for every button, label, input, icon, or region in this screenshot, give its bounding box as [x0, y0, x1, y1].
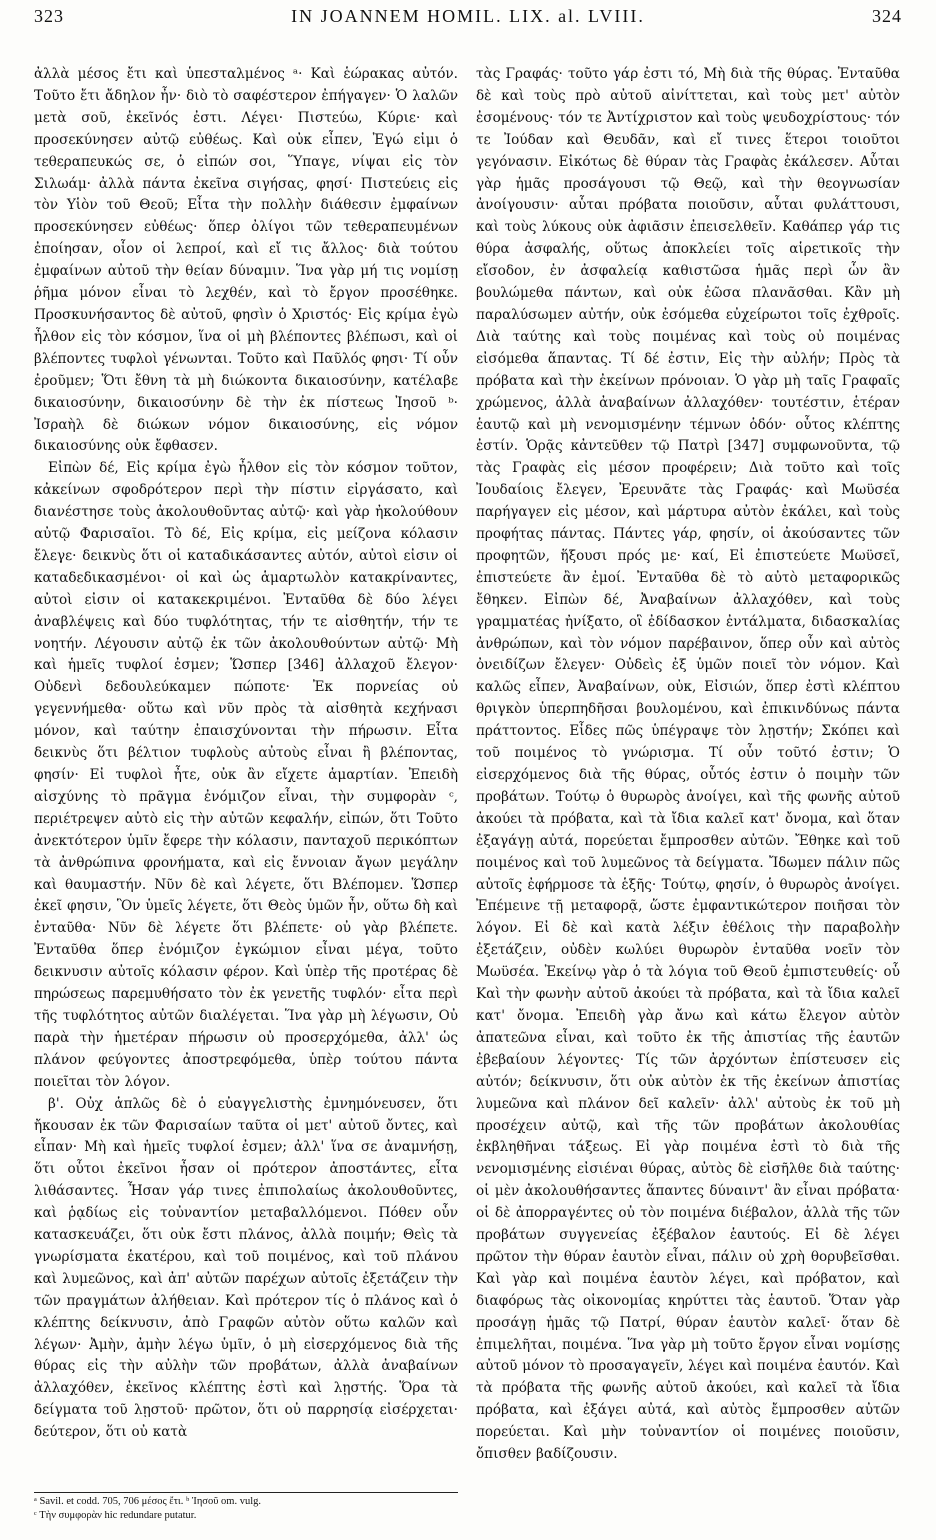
page-number-right: 324: [871, 6, 902, 26]
right-column: [476, 64, 900, 1466]
page-number-left: 323: [34, 6, 64, 26]
right-paragraph: τὰς Γραφάς· τοῦτο γάρ ἐστι τό, Μὴ διὰ τῆς θύρας. Ἐνταῦθα δὲ καὶ τοὺς πρὸ αὐτοῦ αἰνίττεται, καὶ τοὺς μετ' αὐτὸν ἐσομένους· τόν τε Ἀντίχριστον καὶ τοὺς ψευδοχρίστους· τόν τε Ἰούδαν καὶ Θευδᾶν, καὶ εἴ τινες ἕτεροι τοιοῦτοι γεγόνασιν. Εἰκότως δὲ θύραν τὰς Γραφὰς ἐκάλεσεν. Αὗται γὰρ ἡμᾶς προσάγουσι τῷ Θεῷ, καὶ τὴν θεογνωσίαν ἀνοίγουσιν· αὗται πρόβατα ποιοῦσιν, αὗται φυλάττουσι, καὶ τοὺς λύκους οὐκ ἀφιᾶσιν ἐπεισελθεῖν. Καθάπερ γάρ τις θύρα ἀσφαλής, οὕτως ἀποκλείει τοῖς αἱρετικοῖς τὴν εἴσοδον, ἐν ἀσφαλείᾳ καθιστῶσα ἡμᾶς περὶ ὧν ἂν βουλώμεθα πάντων, καὶ οὐκ ἐῶσα πλανᾶσθαι. Κἂν μὴ παραλύσωμεν αὐτήν, οὐκ ἐσόμεθα εὐχείρωτοι τοῖς ἐχθροῖς. Διὰ ταύτης καὶ τοὺς ποιμένας καὶ τοὺς οὐ ποιμένας εἰσόμεθα ἅπαντας. Τί δέ ἐστιν, Εἰς τὴν αὐλήν; Πρὸς τὰ πρόβατα καὶ τὴν ἐκείνων πρόνοιαν. Ὁ γὰρ μὴ ταῖς Γραφαῖς χρώμενος, ἀλλὰ ἀναβαίνων ἀλλαχόθεν· τουτέστιν, ἑτέραν ἑαυτῷ καὶ μὴ νενομισμένην τέμνων ὁδόν· οὗτος κλέπτης ἐστίν. Ὁρᾷς κἀντεῦθεν τῷ Πατρὶ [347] συμφωνοῦντα, τῷ τὰς Γραφὰς εἰς μέσον προφέρειν; Διὰ τοῦτο καὶ τοῖς Ἰουδαίοις ἔλεγεν, Ἐρευνᾶτε τὰς Γραφάς· καὶ Μωϋσέα παρήγαγεν εἰς μέσον, καὶ μάρτυρα αὐτὸν ἐκάλει, καὶ τοὺς προφήτας πάντας. Πάντες γάρ, φησίν, οἱ ἀκούσαντες τῶν προφητῶν, ἥξουσι πρός με· καί, Εἰ ἐπιστεύετε Μωϋσεῖ, ἐπιστεύετε ἂν ἐμοί. Ἐνταῦθα δὲ τὸ αὐτὸ μεταφορικῶς ἔθηκεν. Εἰπὼν δέ, Ἀναβαίνων ἀλλαχόθεν, καὶ τοὺς γραμματέας ἠνίξατο, οἳ ἐδίδασκον ἐντάλματα, διδασκαλίας ἀνθρώπων, καὶ τὸν νόμον παρέβαινον, ὅπερ οὖν καὶ αὐτὸς ὀνειδίζων ἔλεγεν· Οὐδεὶς ἐξ ὑμῶν ποιεῖ τὸν νόμον. Καὶ καλῶς εἶπεν, Ἀναβαίνων, οὐκ, Εἰσιών, ὅπερ ἐστὶ κλέπτου θριγκὸν ὑπερπηδῆσαι βουλομένου, καὶ ἐπικινδύνως πάντα πράττοντος. Εἶδες πῶς ὑπέγραψε τὸν λῃστήν; Σκόπει καὶ τοῦ ποιμένος τὸ γνώρισμα. Τί οὖν τοῦτό ἐστιν; Ὁ εἰσερχόμενος διὰ τῆς θύρας, οὗτός ἐστιν ὁ ποιμὴν τῶν προβάτων. Τούτῳ ὁ θυρωρὸς ἀνοίγει, καὶ τῆς φωνῆς αὐτοῦ ἀκούει τὰ πρόβατα, καὶ τὰ ἴδια καλεῖ κατ' ὄνομα, καὶ ὅταν ἐξαγάγῃ αὐτά, πορεύεται ἔμπροσθεν αὐτῶν. Ἔθηκε καὶ τοῦ ποιμένος καὶ τοῦ λυμεῶνος τὰ δείγματα. Ἴδωμεν πάλιν πῶς αὐτοῖς ἐφήρμοσε τὰ ἑξῆς· Τούτῳ, φησίν, ὁ θυρωρὸς ἀνοίγει. Ἐπέμεινε τῇ μεταφορᾷ, ὥστε ἐμφαντικώτερον ποιῆσαι τὸν λόγον. Εἰ δὲ καὶ κατὰ λέξιν ἐθέλοις τὴν παραβολὴν ἐξετάζειν, οὐδὲν κωλύει θυρωρὸν ἐνταῦθα νοεῖν τὸν Μωϋσέα. Ἐκείνῳ γὰρ ὁ τὰ λόγια τοῦ Θεοῦ ἐμπιστευθείς· οὗ Καὶ τὴν φωνὴν αὐτοῦ ἀκούει τὰ πρόβατα, καὶ τὰ ἴδια καλεῖ κατ' ὄνομα. Ἐπειδὴ γὰρ ἄνω καὶ κάτω ἔλεγον αὐτὸν ἀπατεῶνα εἶναι, καὶ τοῦτο ἐκ τῆς ἀπιστίας τῆς ἑαυτῶν ἐβεβαίουν λέγοντες· Τίς τῶν ἀρχόντων ἐπίστευσεν εἰς αὐτόν; δείκνυσιν, ὅτι οὐκ αὐτὸν ἐκ τῆς ἐκείνων ἀπιστίας λυμεῶνα καὶ πλάνον δεῖ καλεῖν· ἀλλ' αὐτοὺς ἐκ τοῦ μὴ προσέχειν αὐτῷ, καὶ τῆς τῶν προβάτων ἀκολουθίας ἐκβληθῆναι τάξεως. Εἰ γὰρ ποιμένα ἐστὶ τὸ διὰ τῆς νενομισμένης εἰσιέναι θύρας, αὐτὸς δὲ εἰσῆλθε διὰ ταύτης· οἱ μὲν ἀκολουθήσαντες ἅπαντες δύναιντ' ἂν εἶναι πρόβατα· οἱ δὲ ἀπορραγέντες οὐ τὸν ποιμένα διέβαλον, ἀλλὰ τῆς τῶν προβάτων συγγενείας ἐξέβαλον ἑαυτούς. Εἰ δὲ λέγει πρῶτον τὴν θύραν ἑαυτὸν εἶναι, πάλιν οὐ χρὴ θορυβεῖσθαι. Καὶ γὰρ καὶ ποιμένα ἑαυτὸν λέγει, καὶ πρόβατον, καὶ διαφόρως τὰς οἰκονομίας κηρύττει τὰς ἑαυτοῦ. Ὅταν γὰρ προσάγῃ ἡμᾶς τῷ Πατρί, θύραν ἑαυτὸν καλεῖ· ὅταν δὲ ἐπιμελῆται, ποιμένα. Ἵνα γὰρ μὴ τοῦτο ἔργον εἶναι νομίσῃς αὐτοῦ μόνον τὸ προσαγαγεῖν, λέγει καὶ ποιμένα ἑαυτόν. Καὶ τὰ πρόβατα τῆς φωνῆς αὐτοῦ ἀκούει, καὶ καλεῖ τὰ ἴδια πρόβατα, καὶ ἐξάγει αὐτά, καὶ αὐτὸς ἔμπροσθεν αὐτῶν πορεύεται. Καὶ μὴν τοὐναντίον οἱ ποιμένες ποιοῦσιν, ὄπισθεν βαδίζουσιν.: [476, 66, 900, 1463]
left-paragraph: Εἰπὼν δέ, Εἰς κρίμα ἐγὼ ἦλθον εἰς τὸν κόσμον τοῦτον, κἀκείνων σφοδρότερον περὶ τὴν πίστιν εἰργάσατο, καὶ διανέστησε τοὺς ἀκολουθοῦντας αὐτῷ· καὶ γὰρ ἠκολούθουν αὐτῷ Φαρισαῖοι. Τὸ δέ, Εἰς κρίμα, εἰς μείζονα κόλασιν ἔλεγε· δεικνὺς ὅτι οἱ καταδικάσαντες αὐτόν, αὐτοὶ εἰσιν οἱ καταδεδικασμένοι· οἱ καὶ ὡς ἁμαρτωλὸν κατακρίναντες, αὐτοὶ εἰσιν οἱ κατακεκριμένοι. Ἐνταῦθα δὲ δύο λέγει ἀναβλέψεις καὶ δύο τυφλότητας, τήν τε αἰσθητήν, τήν τε νοητήν. Λέγουσιν αὐτῷ ἐκ τῶν ἀκολουθούντων αὐτῷ· Μὴ καὶ ἡμεῖς τυφλοί ἐσμεν; Ὥσπερ [346] ἀλλαχοῦ ἔλεγον· Οὐδενὶ δεδουλεύκαμεν πώποτε· Ἐκ πορνείας οὐ γεγεννήμεθα· οὕτω καὶ νῦν πρὸς τὰ αἰσθητὰ κεχήνασι μόνον, καὶ ταύτην ἐπαισχύνονται τὴν πήρωσιν. Εἶτα δεικνὺς ὅτι βέλτιον τυφλοὺς αὐτοὺς εἶναι ἢ βλέποντας, φησίν· Εἰ τυφλοὶ ἦτε, οὐκ ἂν εἴχετε ἁμαρτίαν. Ἐπειδὴ αἰσχύνης τὸ πρᾶγμα ἐνόμιζον εἶναι, τὴν συμφορὰν ᶜ, περιέτρεψεν αὐτὸ εἰς τὴν αὐτῶν κεφαλήν, εἰπών, ὅτι Τοῦτο ἀνεκτότερον ὑμῖν ἔφερε τὴν κόλασιν, πανταχοῦ περικόπτων τὰ ἀνθρώπινα φρονήματα, καὶ εἰς ἔννοιαν ἄγων μεγάλην καὶ θαυμαστήν. Νῦν δὲ καὶ λέγετε, ὅτι Βλέπομεν. Ὥσπερ ἐκεῖ φησιν, Ὃν ὑμεῖς λέγετε, ὅτι Θεὸς ὑμῶν ἦν, οὕτω δὴ καὶ ἐνταῦθα· Νῦν δὲ λέγετε ὅτι βλέπετε· οὐ γὰρ βλέπετε. Ἐνταῦθα ὅπερ ἐνόμιζον ἐγκώμιον εἶναι μέγα, τοῦτο δεικνυσιν αὐτοῖς κόλασιν φέρον. Καὶ ὑπὲρ τῆς προτέρας δὲ πηρώσεως παρεμυθήσατο τὸν ἐκ γενετῆς τυφλόν· εἶτα περὶ τῆς τυφλότητος αὐτῶν διαλέγεται. Ἵνα γὰρ μὴ λέγωσιν, Οὐ παρὰ τὴν ἡμετέραν πήρωσιν οὐ προσερχόμεθα, ἀλλ' ὡς πλάνον φεύγοντες ἀποστρεφόμεθα, ὑπὲρ τούτου πάντα ποιεῖται τὸν λόγον.: [34, 460, 458, 1090]
left-column: [34, 64, 458, 1466]
running-header: [34, 6, 902, 40]
footnote: ᶜ Τὴν συμφορὰν hic redundare putatur.: [34, 1510, 197, 1521]
left-paragraph: ἀλλὰ μέσος ἔτι καὶ ὑπεσταλμένος ᵃ· Καὶ ἑώρακας αὐτόν. Τοῦτο ἔτι ἄδηλον ἦν· διὸ τὸ σαφέστερον ἐπήγαγεν· Ὁ λαλῶν μετὰ σοῦ, ἐκεῖνός ἐστι. Λέγει· Πιστεύω, Κύριε· καὶ προσεκύνησεν αὐτῷ εὐθέως. Καὶ οὐκ εἶπεν, Ἐγώ εἰμι ὁ τεθεραπευκώς σε, ὁ εἰπών σοι, Ὕπαγε, νίψαι εἰς τὸν Σιλωάμ· ἀλλὰ πάντα ἐκεῖνα σιγήσας, φησί· Πιστεύεις εἰς τὸν Υἱὸν τοῦ Θεοῦ; Εἶτα τὴν πολλὴν διάθεσιν ἐμφαίνων προσεκύνησεν εὐθέως· ὅπερ ὀλίγοι τῶν τεθεραπευμένων ἐποίησαν, οἷον οἱ λεπροί, καὶ εἴ τις ἄλλος· διὰ τούτου ἐμφαίνων αὐτοῦ τὴν θείαν δύναμιν. Ἵνα γὰρ μή τις νομίσῃ ῥῆμα μόνον εἶναι τὸ λεχθέν, καὶ τὸ ἔργον προσέθηκε. Προσκυνήσαντος δὲ αὐτοῦ, φησὶν ὁ Χριστός· Εἰς κρίμα ἐγὼ ἦλθον εἰς τὸν κόσμον, ἵνα οἱ μὴ βλέποντες βλέπωσι, καὶ οἱ βλέποντες τυφλοὶ γένωνται. Τοῦτο καὶ Παῦλός φησι· Τί οὖν ἐροῦμεν; Ὅτι ἔθνη τὰ μὴ διώκοντα δικαιοσύνην, κατέλαβε δικαιοσύνην, δικαιοσύνην δὲ τὴν ἐκ πίστεως Ἰησοῦ ᵇ· Ἰσραὴλ δὲ διώκων νόμον δικαιοσύνης, εἰς νόμον δικαιοσύνης οὐκ ἔφθασεν.: [34, 66, 458, 455]
footnotes: [34, 1492, 458, 1523]
footnote: ᵃ Savil. et codd. 705, 706 μέσος ἔτι. ᵇ Ἰησοῦ om. vulg.: [34, 1496, 262, 1507]
text-columns: [34, 64, 902, 1466]
left-paragraph: β'. Οὐχ ἁπλῶς δὲ ὁ εὐαγγελιστὴς ἐμνημόνευσεν, ὅτι ἤκουσαν ἐκ τῶν Φαρισαίων ταῦτα οἱ μετ' αὐτοῦ ὄντες, καὶ εἶπαν· Μὴ καὶ ἡμεῖς τυφλοί ἐσμεν; ἀλλ' ἵνα σε ἀναμνήσῃ, ὅτι οὗτοι ἐκεῖνοι ἦσαν οἱ πρότερον ἀποστάντες, εἶτα λιθάσαντες. Ἦσαν γάρ τινες ἐπιπολαίως ἀκολουθοῦντες, καὶ ῥᾳδίως εἰς τοὐναντίον μεταβαλλόμενοι. Πόθεν οὖν κατασκευάζει, ὅτι οὐκ ἔστι πλάνος, ἀλλὰ ποιμήν; Θεὶς τὰ γνωρίσματα ἑκατέρου, καὶ τοῦ ποιμένος, καὶ τοῦ πλάνου καὶ λυμεῶνος, καὶ ἀπ' αὐτῶν παρέχων αὐτοῖς ἐξετάζειν τὴν τῶν πραγμάτων ἀλήθειαν. Καὶ πρότερον τίς ὁ πλάνος καὶ ὁ κλέπτης δείκνυσιν, ἀπὸ Γραφῶν αὐτὸν οὕτω καλῶν καὶ λέγων· Ἀμὴν, ἀμὴν λέγω ὑμῖν, ὁ μὴ εἰσερχόμενος διὰ τῆς θύρας εἰς τὴν αὐλὴν τῶν προβάτων, ἀλλὰ ἀναβαίνων ἀλλαχόθεν, ἐκεῖνος κλέπτης ἐστὶ καὶ λῃστής. Ὅρα τὰ δείγματα τοῦ λῃστοῦ· πρῶτον, ὅτι οὐ παρρησίᾳ εἰσέρχεται· δεύτερον, ὅτι οὐ κατὰ: [34, 1095, 458, 1441]
running-title: IN JOANNEM HOMIL. LIX. al. LVIII.: [291, 6, 645, 26]
